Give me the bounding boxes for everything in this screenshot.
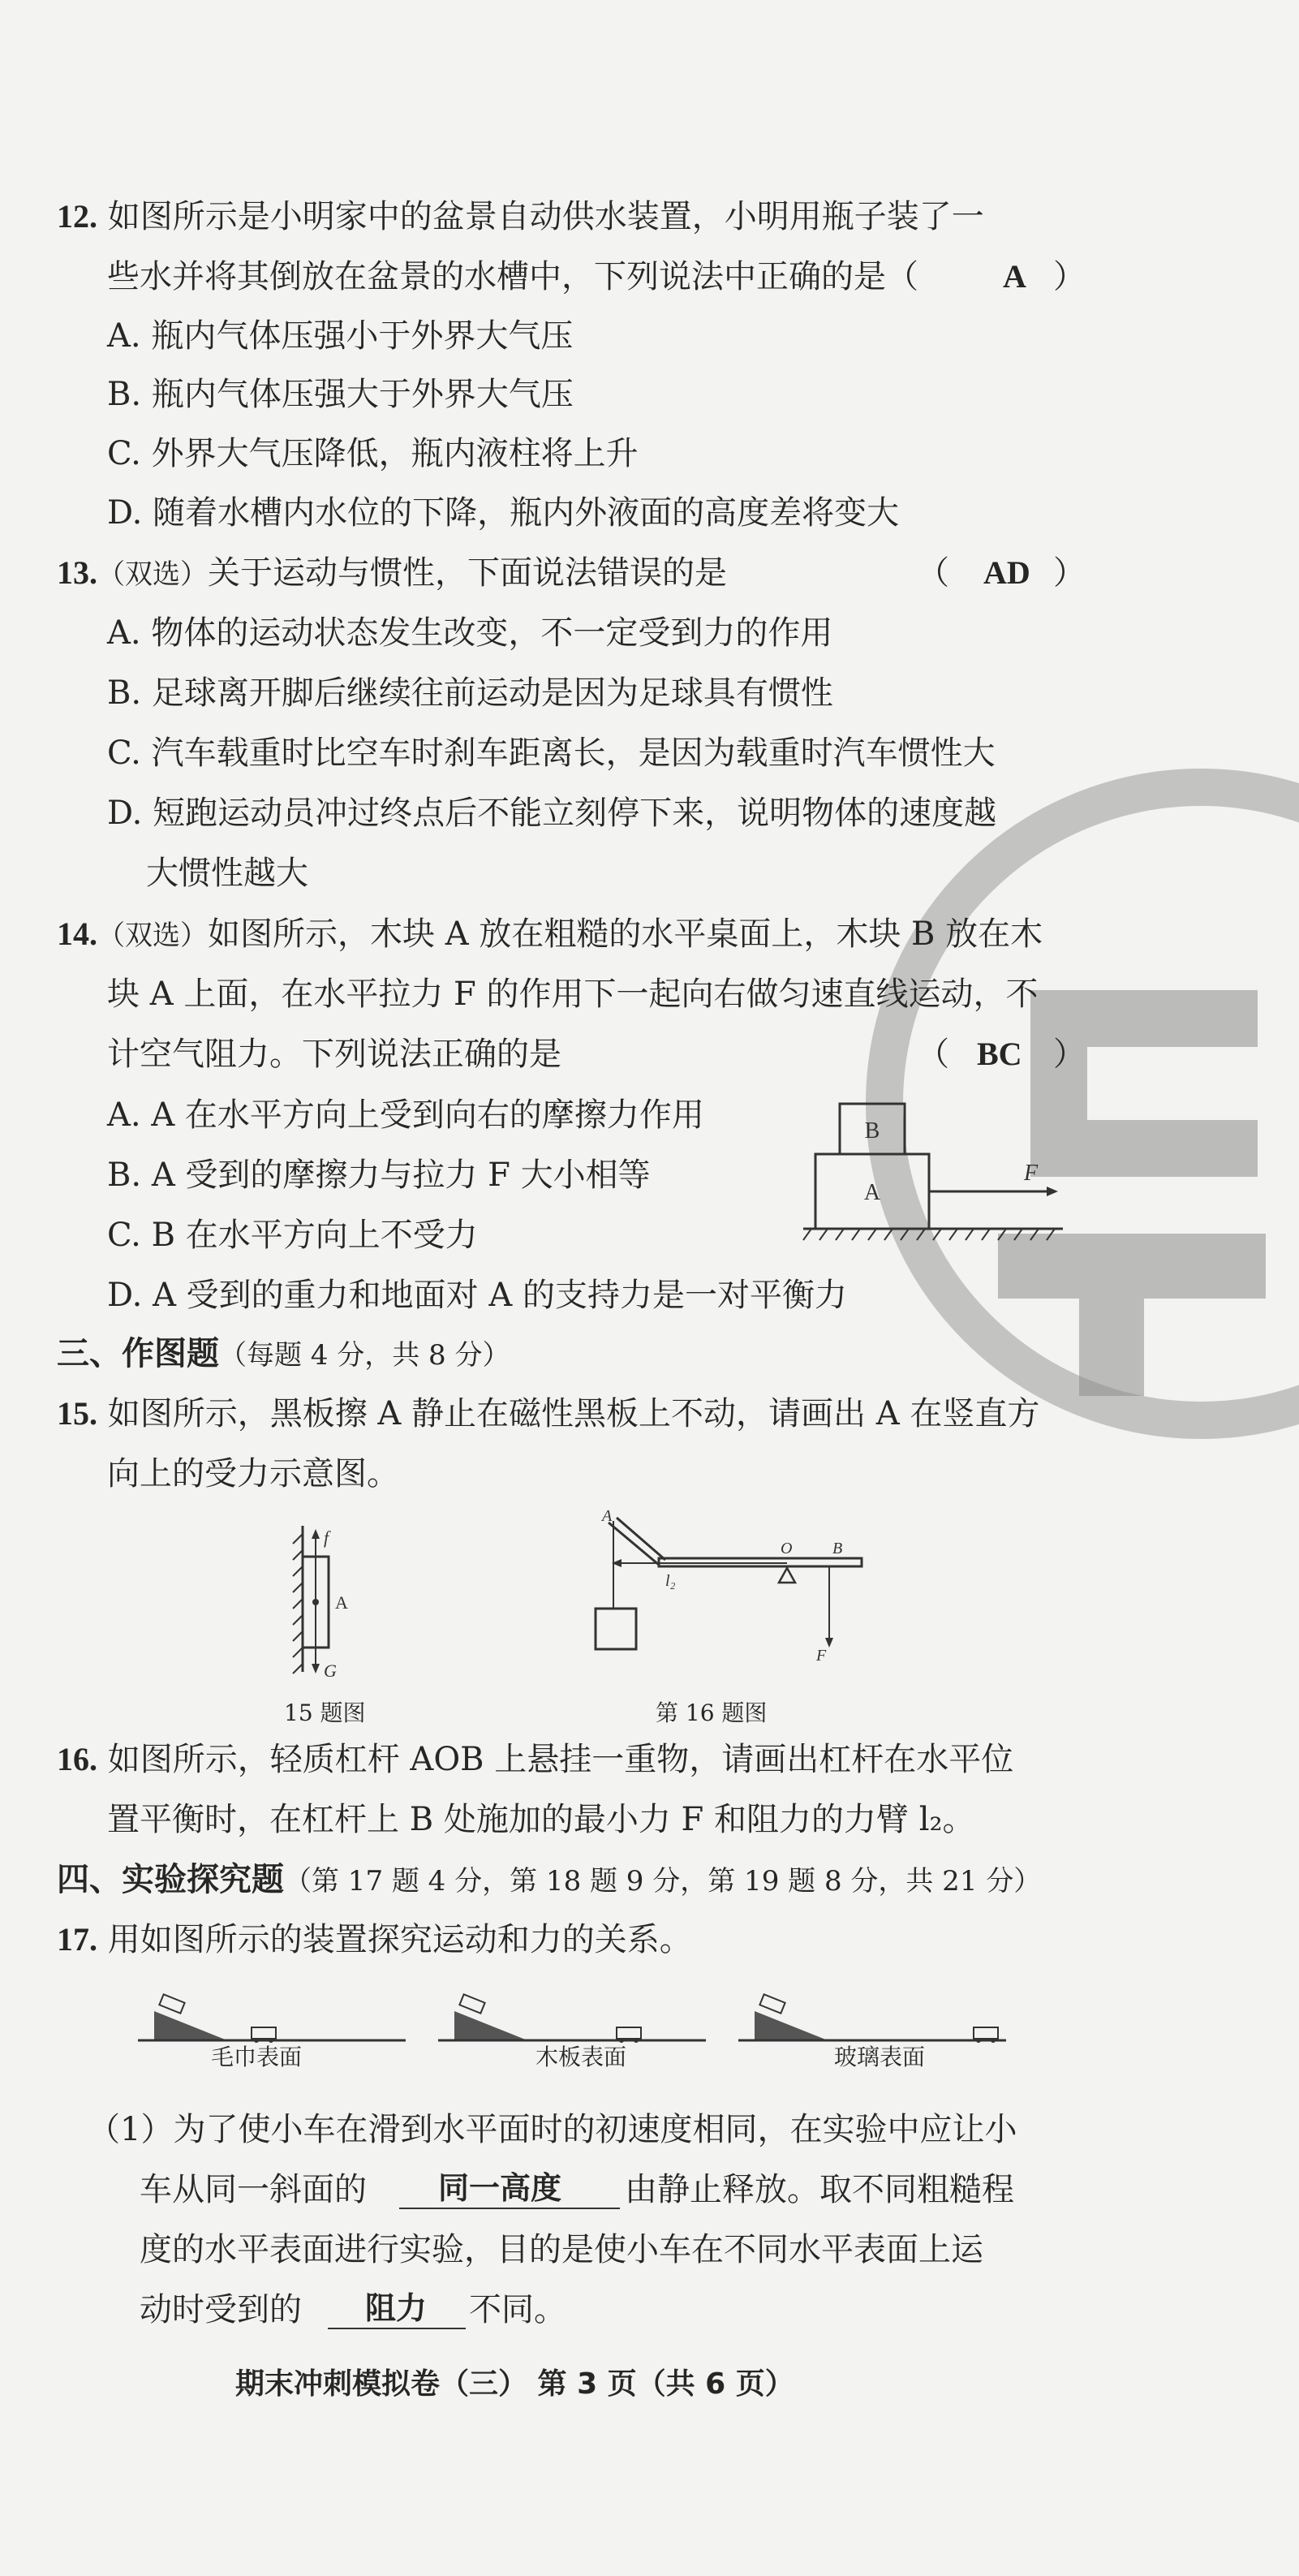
section4-note: （第 17 题 4 分，第 18 题 9 分，第 19 题 8 分，共 21 分） [284, 1865, 1042, 1898]
surface-towel-label: 毛巾表面 [211, 2044, 303, 2070]
force-f-arrowhead [825, 1638, 833, 1648]
incline-board [438, 1994, 706, 2043]
q16-caption: 第 16 题图 [656, 1699, 768, 1726]
q13-option-c: C. 汽车载重时比空车时刹车距离长，是因为载重时汽车惯性大 [107, 734, 996, 772]
incline-glass [738, 1994, 1006, 2043]
section3-heading [57, 1334, 510, 1375]
q12-stem-1: 如图所示是小明家中的盆景自动供水装置，小明用瓶子装了一 [107, 198, 984, 235]
label-f: f [324, 1527, 329, 1548]
block-a-label: A [863, 1180, 881, 1205]
q12-close-paren: ） [1053, 258, 1086, 295]
label-a: A [335, 1592, 348, 1613]
table-hatching [803, 1229, 1055, 1240]
q13-answer: AD [983, 554, 1030, 591]
q17-number: 17. [57, 1921, 97, 1958]
force-f-arrowhead [1047, 1187, 1058, 1196]
q17-sub1-line4b: 不同。 [469, 2291, 566, 2328]
q15-stem-1: 如图所示，黑板擦 A 静止在磁性黑板上不动，请画出 A 在竖直方 [107, 1395, 1040, 1432]
q17-line1 [57, 1920, 692, 1959]
q15-number: 15. [57, 1395, 97, 1432]
q17-stem: 用如图所示的装置探究运动和力的关系。 [107, 1921, 692, 1958]
q14-stem-1: 如图所示，木块 A 放在粗糙的水平桌面上，木块 B 放在木 [208, 915, 1043, 953]
q13-tag: （双选） [97, 558, 208, 591]
label-g: G [324, 1661, 337, 1681]
hanging-weight [596, 1609, 636, 1649]
q14-tag: （双选） [97, 920, 208, 952]
q12-line1 [57, 197, 984, 236]
q16-figure [584, 1507, 876, 1682]
surface-board-label: 木板表面 [536, 2044, 627, 2070]
q14-option-a: A. A 在水平方向上受到向右的摩擦力作用 [107, 1096, 704, 1134]
section4-title: 四、实验探究题 [57, 1860, 284, 1898]
blank-1-answer: 同一高度 [438, 2170, 562, 2206]
q13-close-paren: ） [1053, 554, 1086, 592]
q13-option-a: A. 物体的运动状态发生改变，不一定受到力的作用 [107, 614, 833, 652]
q14-answer: BC [977, 1036, 1022, 1072]
q14-option-c: C. B 在水平方向上不受力 [107, 1217, 478, 1254]
q15-caption: 15 题图 [284, 1699, 366, 1726]
label-b: B [832, 1540, 843, 1557]
label-a: A [602, 1507, 613, 1525]
q13-option-d-cont: 大惯性越大 [146, 855, 308, 892]
label-l2: l₂ [665, 1572, 676, 1590]
q17-sub1-line1: （1）为了使小车在滑到水平面时的初速度相同，在实验中应让小 [88, 2111, 1017, 2148]
q12-option-b: B. 瓶内气体压强大于外界大气压 [107, 376, 574, 413]
q12-answer: A [1003, 258, 1026, 295]
force-g-arrowhead [312, 1664, 320, 1674]
incline-towel [138, 1994, 406, 2043]
force-f-label: F [1024, 1161, 1039, 1186]
q14-number: 14. [57, 915, 97, 952]
q17-sub1-line2b: 由静止释放。取不同粗糙程 [625, 2171, 1014, 2208]
blank-2-answer: 阻力 [365, 2290, 428, 2326]
section3-title: 三、作图题 [57, 1334, 219, 1372]
force-f-arrowhead [312, 1529, 320, 1539]
q16-number: 16. [57, 1741, 97, 1777]
q15-figure [288, 1526, 385, 1680]
q14-open-paren: （ [917, 1036, 949, 1073]
label-f: F [816, 1647, 827, 1665]
q12-number: 12. [57, 198, 97, 235]
q14-option-d: D. A 受到的重力和地面对 A 的支持力是一对平衡力 [107, 1277, 847, 1314]
page-footer: 期末冲刺模拟卷（三） 第 3 页（共 6 页） [235, 2367, 794, 2401]
surface-glass-label: 玻璃表面 [834, 2044, 926, 2070]
fulcrum-o [779, 1568, 795, 1583]
q12-option-d: D. 随着水槽内水位的下降，瓶内外液面的高度差将变大 [107, 494, 900, 532]
q15-stem-2: 向上的受力示意图。 [107, 1455, 399, 1493]
lever-slant-lower [617, 1518, 665, 1560]
blackboard-hatching [293, 1534, 303, 1674]
q13-number: 13. [57, 554, 97, 591]
q12-option-a: A. 瓶内气体压强小于外界大气压 [107, 317, 574, 355]
section4-heading [57, 1860, 1041, 1901]
q13-stem-text: 关于运动与惯性，下面说法错误的是 [208, 554, 727, 592]
q17-sub1-line4a: 动时受到的 [140, 2291, 302, 2328]
q14-close-paren: ） [1053, 1036, 1086, 1073]
q13-open-paren: （ [917, 554, 949, 592]
q17-sub1-line3: 度的水平表面进行实验，目的是使小车在不同水平表面上运 [140, 2231, 983, 2268]
q16-line1 [57, 1740, 1013, 1779]
q12-option-c: C. 外界大气压降低，瓶内液柱将上升 [107, 435, 639, 472]
q14-stem-3: 计空气阻力。下列说法正确的是 [107, 1036, 561, 1073]
block-b-label: B [864, 1118, 880, 1144]
q14-option-b: B. A 受到的摩擦力与拉力 F 大小相等 [107, 1157, 651, 1194]
q13-option-d: D. 短跑运动员冲过终点后不能立刻停下来，说明物体的速度越 [107, 795, 997, 832]
q14-stem-2: 块 A 上面，在水平拉力 F 的作用下一起向右做匀速直线运动，不 [107, 976, 1039, 1013]
q15-line1 [57, 1394, 1039, 1433]
q14-line1 [57, 915, 1043, 955]
q14-figure [803, 1096, 1071, 1250]
q17-sub1-line2a: 车从同一斜面的 [140, 2171, 367, 2208]
q13-option-b: B. 足球离开脚后继续往前运动是因为足球具有惯性 [107, 674, 833, 712]
q13-stem [57, 554, 727, 594]
q12-stem-2: 些水并将其倒放在盆景的水槽中，下列说法中正确的是（ [107, 258, 918, 295]
label-o: O [781, 1540, 793, 1557]
q16-stem-1: 如图所示，轻质杠杆 AOB 上悬挂一重物，请画出杠杆在水平位 [107, 1741, 1014, 1778]
q16-stem-2: 置平衡时，在杠杆上 B 处施加的最小力 F 和阻力的力臂 l₂。 [107, 1801, 975, 1838]
lever-slant-upper [609, 1523, 659, 1565]
section3-note: （每题 4 分，共 8 分） [219, 1339, 510, 1372]
